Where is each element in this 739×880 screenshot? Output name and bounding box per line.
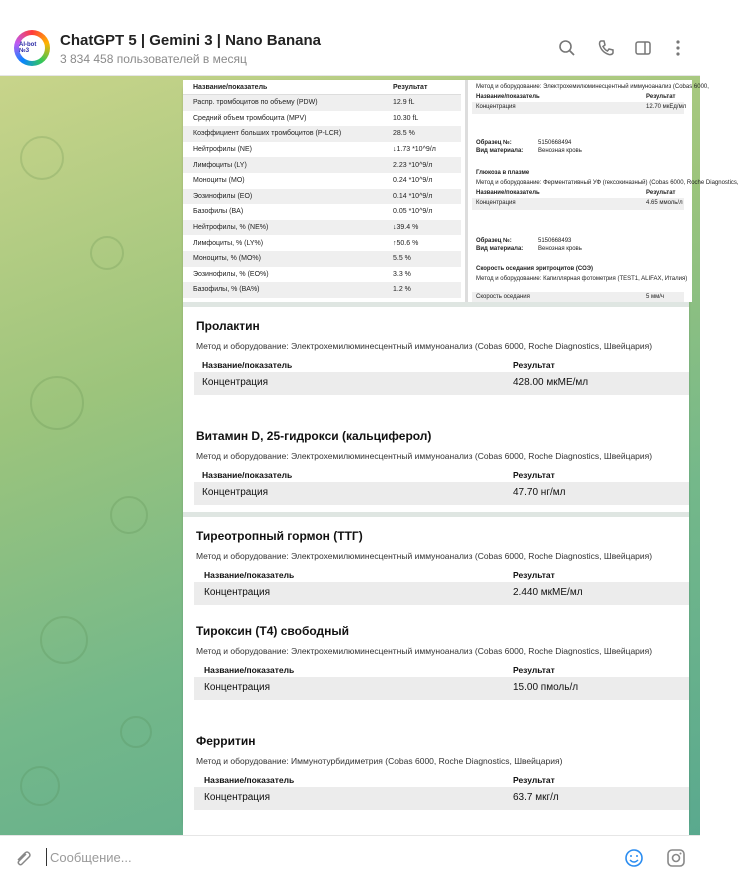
table-row (472, 198, 684, 210)
table-row (183, 173, 461, 189)
method-text: Метод и оборудование: Электрохемилюминесцентный иммуноанализ (Cobas 6000, Roche Diagnostics, Швейцария) (196, 551, 653, 561)
chat-avatar[interactable] (14, 30, 50, 66)
cell-name: Средний объем тромбоцита (MPV) (193, 114, 307, 122)
test-title: Тироксин (Т4) свободный (196, 624, 350, 638)
table-row (183, 95, 461, 111)
cell-name: Концентрация (202, 377, 269, 388)
material-value: Венозная кровь (538, 148, 582, 154)
cell-value: 15.00 пмоль/л (513, 682, 579, 693)
column-header-name: Название/показатель (204, 775, 295, 785)
column-header-name: Название/показатель (204, 570, 295, 580)
cell-value: ↓1.73 *10^9/л (393, 146, 436, 154)
table-row (194, 372, 689, 395)
results-panel (183, 302, 689, 515)
cell-value: 12.70 мкЕд/мл (646, 104, 687, 110)
cell-name: Нейтрофилы (NE) (193, 146, 252, 154)
cell-name: Моноциты (MO) (193, 177, 245, 185)
method-text: Метод и оборудование: Капиллярная фотометрия (TEST1, ALIFAX, Италия) (476, 276, 688, 282)
method-text: Метод и оборудование: Ферментативный УФ (гексокиназный) (Cobas 6000, Roche Diagnostics, (476, 180, 739, 186)
table-header (183, 80, 461, 95)
cell-name: Базофилы, % (BA%) (193, 286, 260, 294)
cell-name: Моноциты, % (MO%) (193, 255, 261, 263)
cell-value: 1.2 % (393, 286, 411, 294)
cell-value: 2.440 мкМЕ/мл (513, 587, 583, 598)
table-row (183, 142, 461, 158)
material-value: Венозная кровь (538, 246, 582, 252)
test-title: Скорость оседания эритроцитов (СОЭ) (476, 266, 593, 272)
method-text: Метод и оборудование: Электрохемилюминесцентный иммуноанализ (Cobas 6000, (476, 84, 709, 90)
lab-document-snippet (465, 80, 739, 302)
table-row (194, 787, 689, 810)
cell-name: Базофилы (BA) (193, 208, 244, 216)
table-row (183, 111, 461, 127)
test-title: Пролактин (196, 319, 260, 333)
test-title: Витамин D, 25-гидрокси (кальциферол) (196, 429, 432, 443)
table-row (183, 126, 461, 142)
more-icon[interactable] (668, 38, 688, 58)
cell-value: 3.3 % (393, 270, 411, 278)
table-row (183, 267, 461, 283)
sample-number: 5150668494 (538, 140, 572, 146)
column-header-result: Результат (513, 570, 555, 580)
material-label: Вид материала: (476, 148, 524, 154)
cell-value: 12.9 fL (393, 99, 415, 107)
table-row (183, 282, 461, 298)
cell-value: 10.30 fL (393, 114, 419, 122)
blood-test-table (183, 80, 461, 302)
test-title: Ферритин (196, 734, 256, 748)
column-header-result: Результат (393, 83, 428, 91)
emoji-icon[interactable] (624, 848, 644, 873)
column-header-result: Результат (646, 190, 676, 196)
message-composer (0, 835, 700, 880)
column-header-name: Название/показатель (476, 190, 540, 196)
table-row (183, 204, 461, 220)
column-header-name: Название/показатель (202, 470, 293, 480)
cell-value: 5.5 % (393, 255, 411, 263)
chat-background (0, 76, 739, 835)
test-title: Тиреотропный гормон (ТТГ) (196, 529, 363, 543)
cell-value: 47.70 нг/мл (513, 487, 566, 498)
cell-name: Эозинофилы (EO) (193, 192, 253, 200)
paperclip-icon[interactable] (12, 848, 32, 873)
text-caret (46, 848, 47, 866)
cell-value: 2.23 *10^9/л (393, 161, 433, 169)
cell-name: Концентрация (204, 587, 271, 598)
phone-icon[interactable] (596, 38, 616, 58)
instagram-icon[interactable] (666, 848, 686, 873)
table-row (183, 157, 461, 173)
column-header-result: Результат (513, 360, 555, 370)
cell-name: Лимфоциты (LY) (193, 161, 247, 169)
column-header-name: Название/показатель (476, 94, 540, 100)
cell-value: 428.00 мкМЕ/мл (513, 377, 589, 388)
sample-label: Образец №: (476, 238, 512, 244)
chat-title[interactable]: ChatGPT 5 | Gemini 3 | Nano Banana (60, 32, 321, 49)
sidebar-icon[interactable] (633, 38, 653, 58)
avatar-label: AI-bot №3 (19, 35, 45, 61)
table-header (476, 190, 686, 196)
table-row (194, 677, 689, 700)
cell-value: 0.05 *10^9/л (393, 208, 433, 216)
cell-value: 28.5 % (393, 130, 415, 138)
message-input[interactable]: Сообщение... (50, 850, 132, 865)
column-header-result: Результат (646, 94, 676, 100)
column-header-result: Результат (513, 775, 555, 785)
table-row (183, 220, 461, 236)
method-text: Метод и оборудование: Электрохемилюминесцентный иммуноанализ (Cobas 6000, Roche Diagnostics, Швейцария) (196, 646, 653, 656)
sample-label: Образец №: (476, 140, 512, 146)
sample-number: 5150668493 (538, 238, 572, 244)
cell-value: 4.65 ммоль/л (646, 200, 683, 206)
method-text: Метод и оборудование: Электрохемилюминесцентный иммуноанализ (Cobas 6000, Roche Diagnostics, Швейцария) (196, 451, 653, 461)
cell-value: 0.14 *10^9/л (393, 192, 433, 200)
column-header-name: Название/показатель (193, 83, 268, 91)
search-icon[interactable] (557, 38, 577, 58)
cell-name: Эозинофилы, % (EO%) (193, 270, 269, 278)
column-header-name: Название/показатель (202, 360, 293, 370)
method-text: Метод и оборудование: Иммунотурбидиметрия (Cobas 6000, Roche Diagnostics, Швейцария) (196, 756, 563, 766)
cell-name: Коэффициент больших тромбоцитов (P-LCR) (193, 130, 342, 138)
table-row (183, 189, 461, 205)
cell-value: 5 мм/ч (646, 294, 665, 300)
cell-name: Скорость оседания (476, 294, 530, 300)
method-text: Метод и оборудование: Электрохемилюминесцентный иммуноанализ (Cobas 6000, Roche Diagnostics, Швейцария) (196, 341, 653, 351)
table-header (476, 94, 686, 100)
table-row (194, 582, 689, 605)
material-label: Вид материала: (476, 246, 524, 252)
cell-name: Нейтрофилы, % (NE%) (193, 224, 269, 232)
table-row (472, 102, 687, 114)
cell-name: Концентрация (202, 487, 269, 498)
column-header-name: Название/показатель (204, 665, 295, 675)
cell-name: Концентрация (204, 682, 271, 693)
column-header-result: Результат (513, 665, 555, 675)
cell-name: Концентрация (476, 200, 516, 206)
cell-value: ↑50.6 % (393, 239, 419, 247)
cell-value: 63.7 мкг/л (513, 792, 559, 803)
chat-subtitle: 3 834 458 пользователей в месяц (60, 52, 247, 66)
column-header-result: Результат (513, 470, 555, 480)
cell-name: Концентрация (204, 792, 271, 803)
cell-name: Концентрация (476, 104, 516, 110)
cell-name: Распр. тромбоцитов по объему (PDW) (193, 99, 318, 107)
table-row (183, 251, 461, 267)
test-title: Глюкоза в плазме (476, 170, 530, 176)
table-row (183, 235, 461, 251)
table-row (194, 482, 689, 505)
cell-name: Лимфоциты, % (LY%) (193, 239, 264, 247)
cell-value: 0.24 *10^9/л (393, 177, 433, 185)
image-message[interactable] (183, 80, 739, 830)
results-panel (183, 512, 689, 835)
chat-header (0, 0, 700, 76)
cell-value: ↓39.4 % (393, 224, 419, 232)
